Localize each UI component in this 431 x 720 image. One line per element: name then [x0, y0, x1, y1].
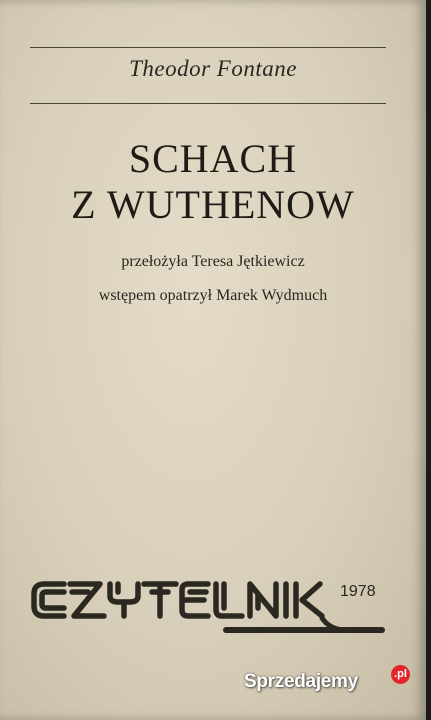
- bottom-rule: [30, 103, 386, 104]
- book-title-line-2: Z WUTHENOW: [71, 182, 355, 227]
- watermark-badge: .pl: [391, 665, 410, 684]
- top-rule: [30, 47, 386, 48]
- watermark-text: Sprzedajemy: [244, 671, 358, 692]
- foreword-credit: wstępem opatrzył Marek Wydmuch: [98, 287, 328, 304]
- publisher-logo: [30, 572, 386, 652]
- translator-credit: przełożyła Teresa Jętkiewicz: [121, 253, 305, 270]
- book-title-line-1: SCHACH: [128, 136, 298, 181]
- publication-year: 1978: [340, 583, 376, 600]
- author-name: Theodor Fontane: [129, 56, 297, 81]
